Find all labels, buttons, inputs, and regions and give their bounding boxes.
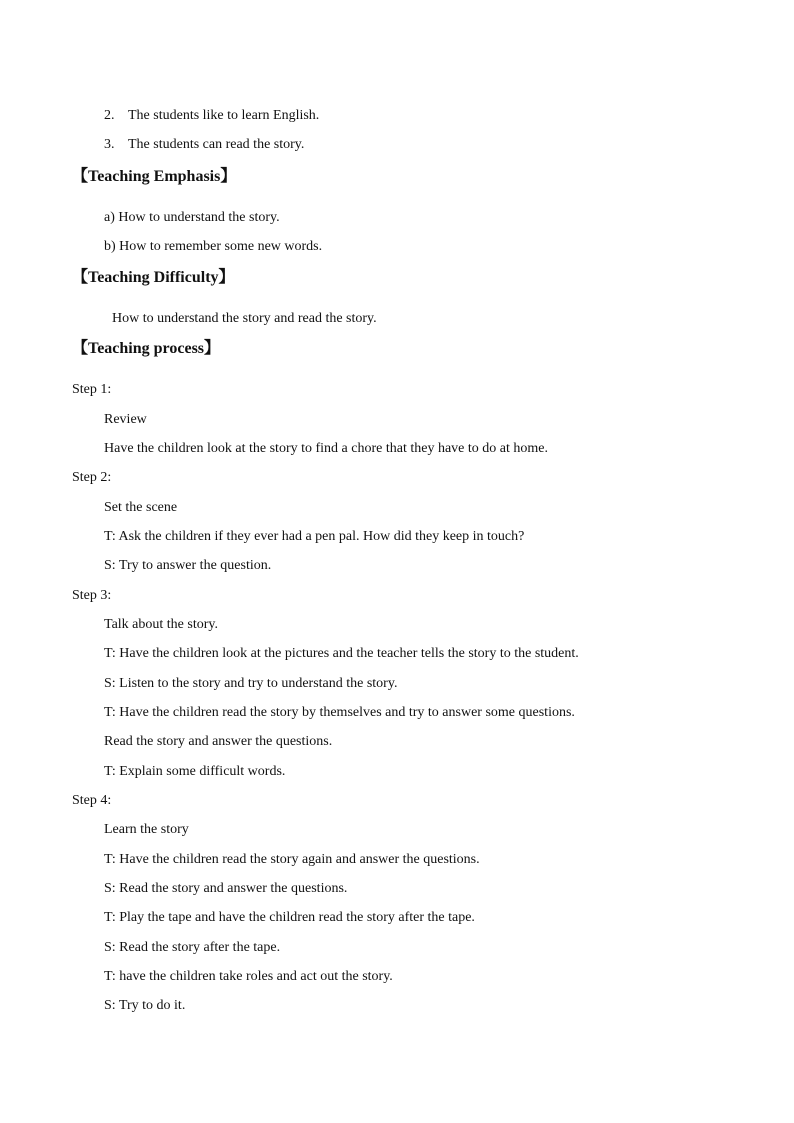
objective-number: 2.	[104, 108, 115, 123]
step-line: Talk about the story.	[104, 617, 218, 632]
objective-number: 3.	[104, 137, 115, 152]
step-line: Have the children look at the story to find a chore that they have to do at home.	[104, 441, 548, 456]
emphasis-item: b) How to remember some new words.	[104, 239, 323, 254]
step-line: T: have the children take roles and act out the story.	[104, 969, 393, 984]
objective-item	[104, 136, 304, 154]
step-label: Step 2:	[72, 470, 112, 485]
step-label: Step 3:	[72, 588, 112, 603]
step-line: S: Try to do it.	[104, 998, 186, 1013]
emphasis-item: a) How to understand the story.	[104, 210, 280, 225]
step-line: Read the story and answer the questions.	[104, 734, 333, 749]
difficulty-text: How to understand the story and read the story.	[112, 311, 377, 326]
step-line: Learn the story	[104, 822, 189, 837]
step-label: Step 1:	[72, 382, 112, 397]
section-heading-process: 【Teaching process】	[72, 340, 221, 357]
step-label: Step 4:	[72, 793, 112, 808]
step-line: T: Have the children read the story by themselves and try to answer some questions.	[104, 705, 575, 720]
objective-text: The students like to learn English.	[128, 108, 320, 123]
objective-item	[104, 107, 319, 125]
step-line: T: Have the children look at the pictures and the teacher tells the story to the student.	[104, 646, 579, 661]
step-line: T: Have the children read the story again and answer the questions.	[104, 852, 480, 867]
step-line: Set the scene	[104, 500, 178, 515]
step-line: S: Listen to the story and try to understand the story.	[104, 676, 398, 691]
step-line: Review	[104, 412, 147, 427]
section-heading-emphasis: 【Teaching Emphasis】	[72, 168, 237, 185]
step-line: T: Play the tape and have the children read the story after the tape.	[104, 910, 475, 925]
step-line: T: Ask the children if they ever had a pen pal. How did they keep in touch?	[104, 529, 525, 544]
step-line: S: Read the story and answer the questions.	[104, 881, 348, 896]
section-heading-difficulty: 【Teaching Difficulty】	[72, 269, 235, 286]
step-line: S: Read the story after the tape.	[104, 940, 281, 955]
step-line: T: Explain some difficult words.	[104, 764, 286, 779]
objective-text: The students can read the story.	[128, 137, 305, 152]
step-line: S: Try to answer the question.	[104, 558, 272, 573]
